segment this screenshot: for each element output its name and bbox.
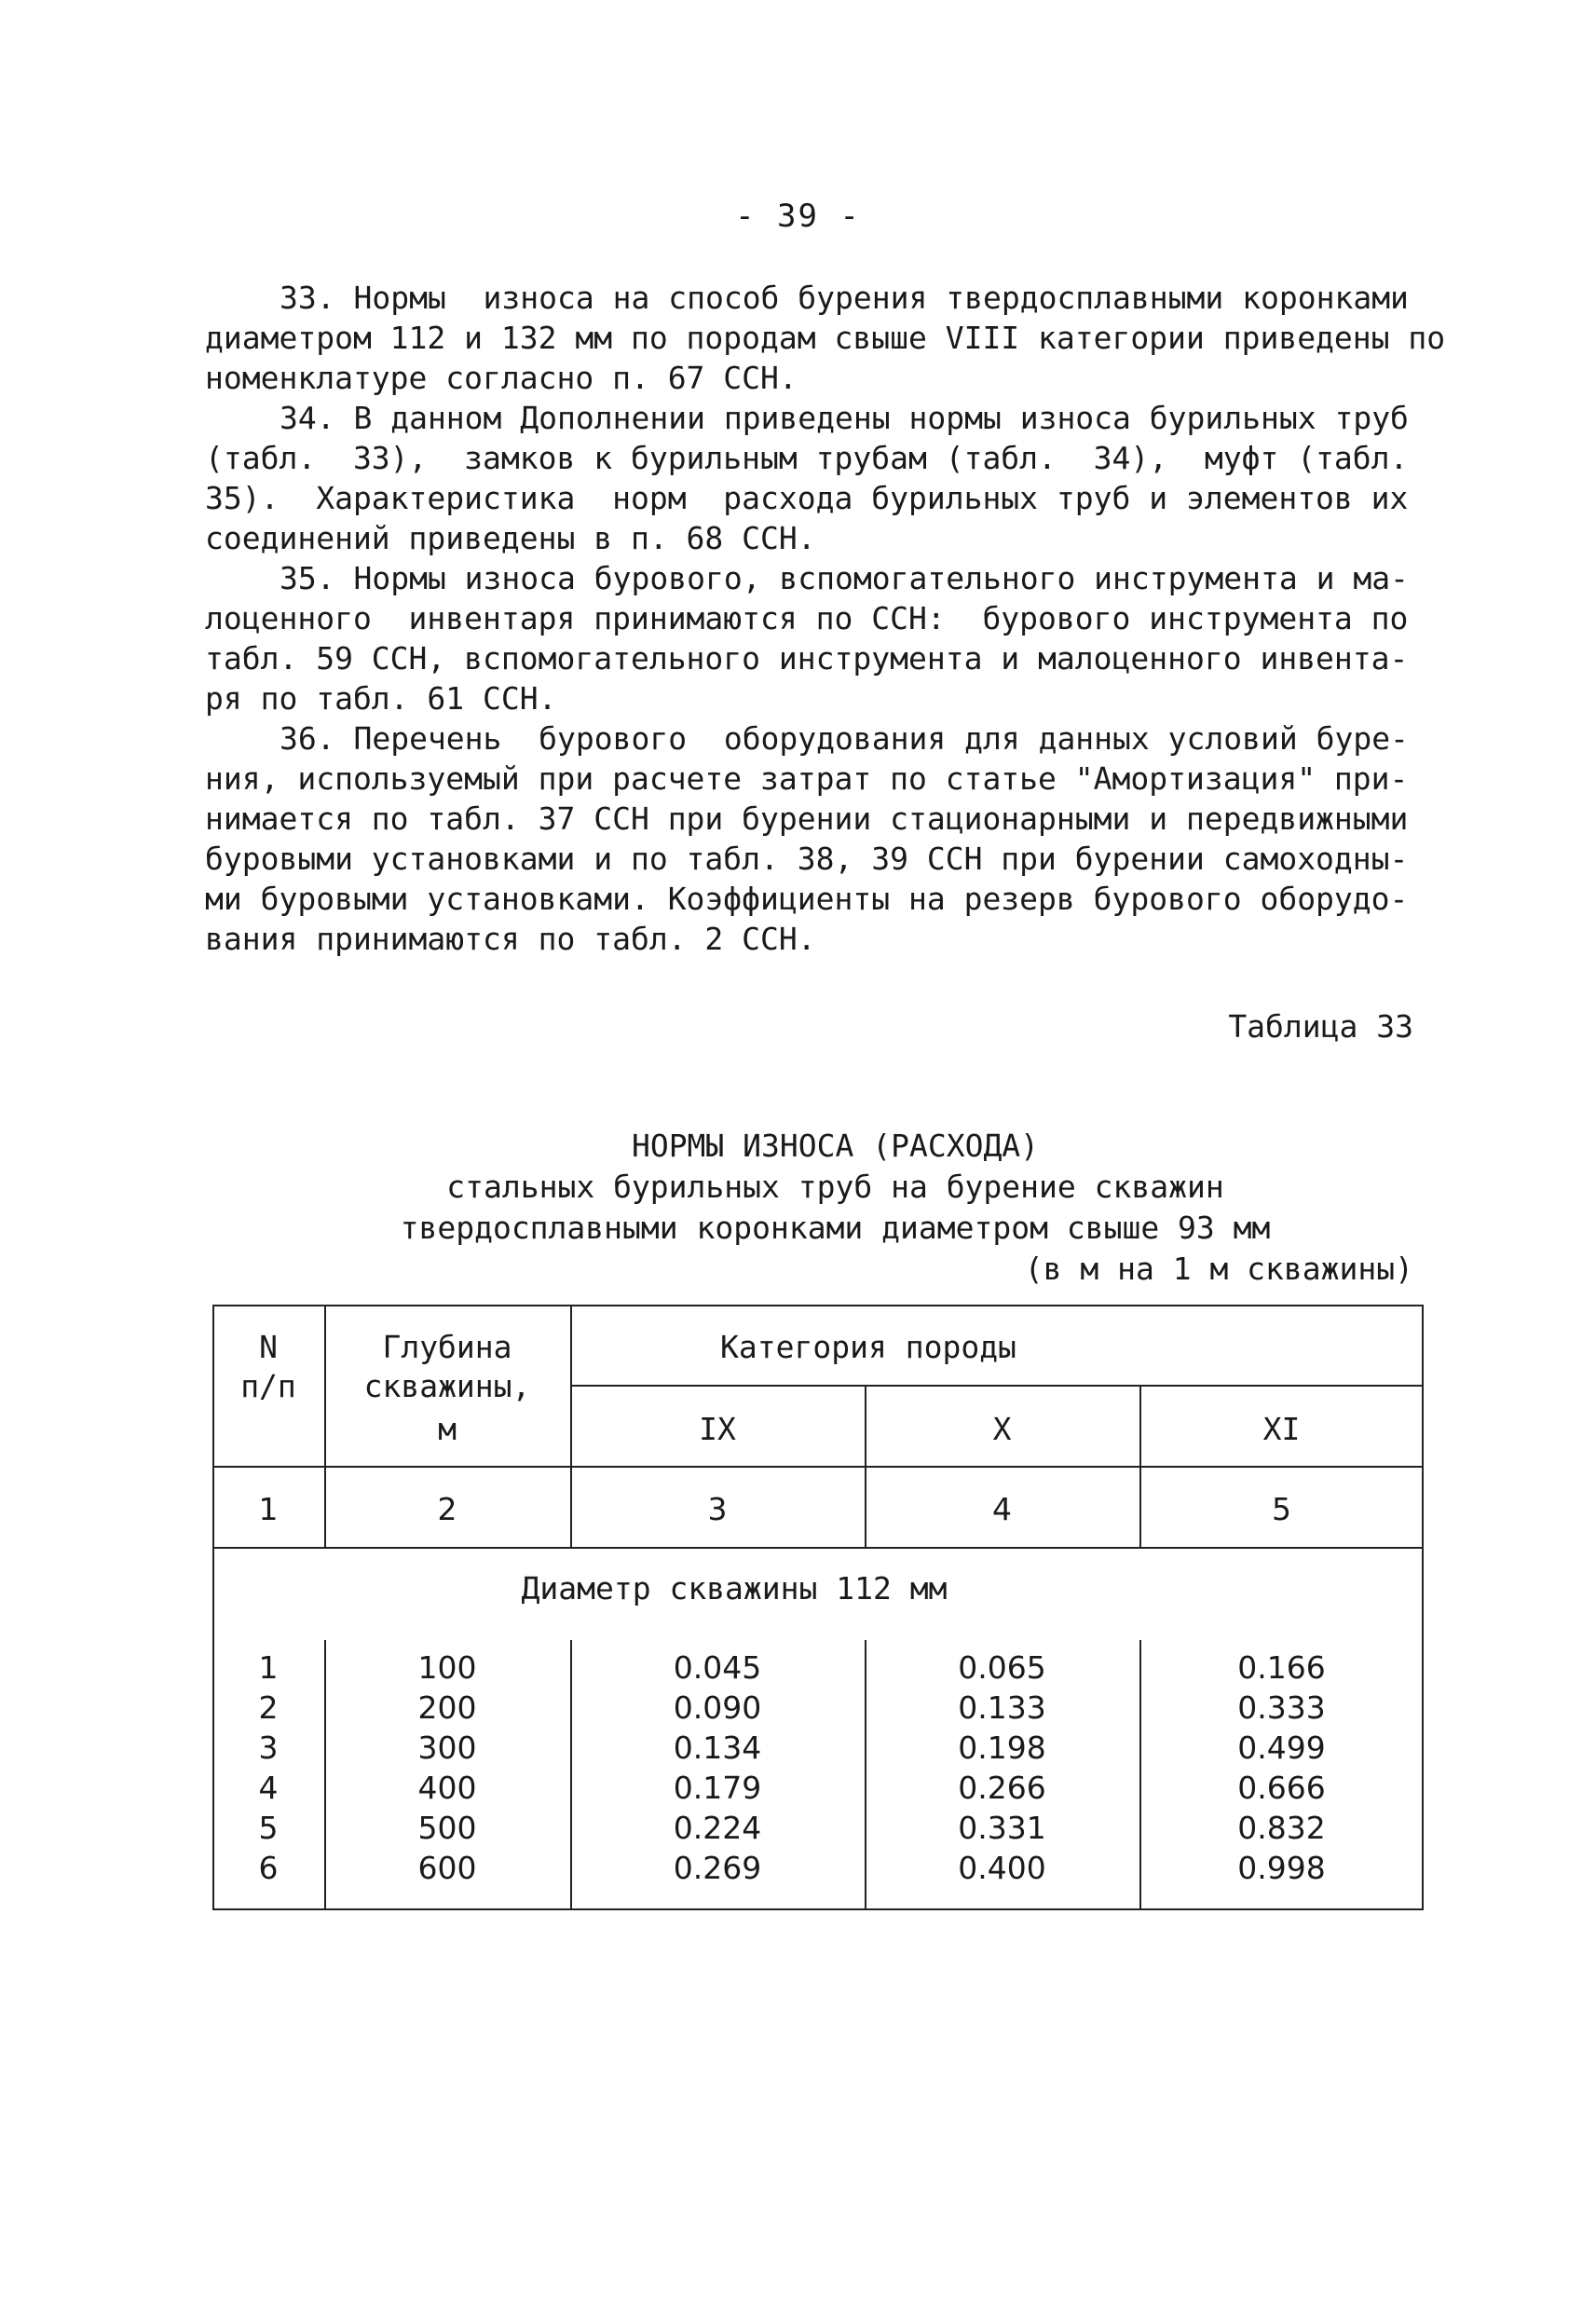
column-number: 4 (992, 1491, 1012, 1527)
norm-value-x: 0.331 (958, 1810, 1046, 1846)
table-caption-subtitle: стальных бурильных труб на бурение скважин (446, 1169, 1224, 1205)
row-number: 5 (258, 1810, 279, 1846)
header-number: N (259, 1329, 278, 1365)
table-rule (212, 1305, 1424, 1306)
depth-value: 500 (417, 1810, 477, 1846)
text-line: 33. Нормы износа на способ бурения твердосплавными коронками (280, 280, 1409, 316)
norm-value-ix: 0.269 (673, 1850, 762, 1886)
norm-value-x: 0.133 (958, 1689, 1046, 1726)
table-caption-title: НОРМЫ ИЗНОСА (РАСХОДА) (631, 1128, 1040, 1164)
norm-value-xi: 0.499 (1237, 1730, 1326, 1766)
header-category-x: X (992, 1411, 1012, 1447)
paragraph-35 (205, 558, 1416, 718)
table-rule (212, 1908, 1424, 1910)
norm-value-ix: 0.179 (673, 1770, 762, 1806)
depth-value: 300 (417, 1730, 477, 1766)
header-depth: Глубина (382, 1329, 512, 1365)
norm-value-xi: 0.998 (1237, 1850, 1326, 1886)
norm-value-ix: 0.224 (673, 1810, 762, 1846)
table-label: Таблица 33 (1228, 1008, 1413, 1045)
table-caption-subtitle: твердосплавными коронками диаметром свыше 93 мм (400, 1210, 1271, 1246)
paragraph-36 (205, 718, 1416, 959)
text-line: диаметром 112 и 132 мм по породам свыше VIII категории приведены по (205, 320, 1446, 356)
header-depth: скважины, (363, 1368, 531, 1404)
header-category-ix: IX (699, 1411, 736, 1447)
row-number: 6 (258, 1850, 279, 1886)
norm-value-x: 0.065 (958, 1649, 1046, 1686)
header-depth: м (438, 1411, 457, 1447)
text-line: 35. Нормы износа бурового, вспомогательного инструмента и ма- (280, 560, 1409, 596)
column-number: 2 (437, 1491, 457, 1527)
table-rule (570, 1385, 1424, 1387)
text-line: ря по табл. 61 ССН. (205, 680, 557, 717)
depth-value: 600 (417, 1850, 477, 1886)
page-number: - 39 - (735, 198, 861, 235)
norm-value-xi: 0.666 (1237, 1770, 1326, 1806)
paragraph-34 (205, 398, 1416, 558)
norm-value-x: 0.400 (958, 1850, 1046, 1886)
column-number: 1 (258, 1491, 279, 1527)
column-number: 5 (1272, 1491, 1291, 1527)
norm-value-ix: 0.045 (673, 1649, 762, 1686)
norm-value-ix: 0.134 (673, 1730, 762, 1766)
row-number: 4 (258, 1770, 279, 1806)
text-line: номенклатуре согласно п. 67 ССН. (205, 360, 798, 396)
text-line: буровыми установками и по табл. 38, 39 ССН при бурении самоходны- (205, 841, 1409, 877)
depth-value: 200 (417, 1689, 477, 1726)
paragraph-33 (205, 278, 1446, 398)
text-line: нимается по табл. 37 ССН при бурении стационарными и передвижными (205, 800, 1409, 837)
row-number: 3 (258, 1730, 279, 1766)
text-line: (табл. 33), замков к бурильным трубам (табл. 34), муфт (табл. (205, 440, 1409, 476)
text-line: вания принимаются по табл. 2 ССН. (205, 921, 816, 957)
section-title: Диаметр скважины 112 мм (521, 1570, 948, 1607)
table-rule (212, 1547, 1424, 1549)
table-caption-units: (в м на 1 м скважины) (1024, 1251, 1413, 1287)
text-line: 35). Характеристика норм расхода бурильных труб и элементов их (205, 480, 1409, 516)
row-number: 2 (258, 1689, 279, 1726)
header-number: п/п (240, 1368, 296, 1404)
row-number: 1 (258, 1649, 279, 1686)
body-text (205, 278, 1446, 959)
text-line: ния, используемый при расчете затрат по статье "Амортизация" при- (205, 760, 1409, 797)
norm-value-x: 0.198 (958, 1730, 1046, 1766)
text-line: 34. В данном Дополнении приведены нормы износа бурильных труб (280, 400, 1409, 436)
norm-value-ix: 0.090 (673, 1689, 762, 1726)
depth-value: 400 (417, 1770, 477, 1806)
norm-value-xi: 0.832 (1237, 1810, 1326, 1846)
column-number: 3 (707, 1491, 728, 1527)
text-line: 36. Перечень бурового оборудования для данных условий буре- (280, 720, 1409, 757)
text-line: ми буровыми установками. Коэффициенты на резерв бурового оборудо- (205, 881, 1409, 917)
table-rule (212, 1466, 1424, 1468)
wear-norms-table (212, 1305, 1424, 1910)
depth-value: 100 (417, 1649, 477, 1686)
norm-value-x: 0.266 (958, 1770, 1046, 1806)
header-rock-category: Категория породы (720, 1329, 1016, 1365)
norm-value-xi: 0.166 (1237, 1649, 1326, 1686)
text-line: лоценного инвентаря принимаются по ССН: бурового инструмента по (205, 600, 1409, 636)
text-line: табл. 59 ССН, вспомогательного инструмента и малоценного инвента- (205, 640, 1409, 677)
norm-value-xi: 0.333 (1237, 1689, 1326, 1726)
text-line: соединений приведены в п. 68 ССН. (205, 520, 816, 556)
header-category-xi: XI (1262, 1411, 1301, 1447)
